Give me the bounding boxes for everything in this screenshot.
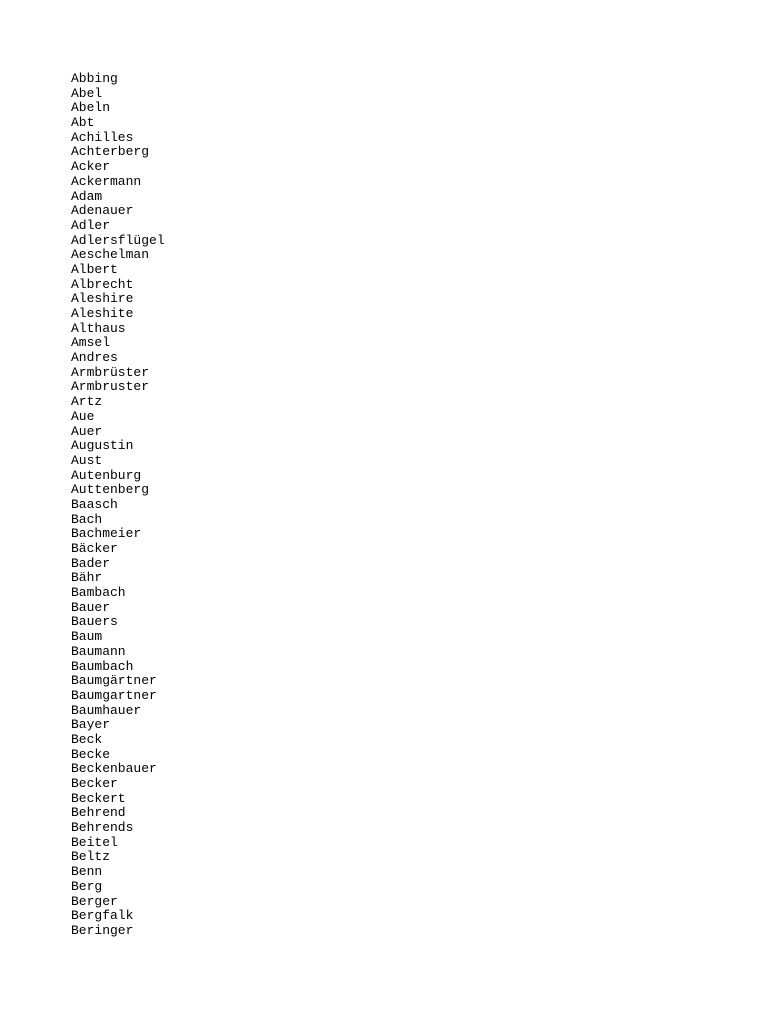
list-item: Beckert [71,790,126,806]
list-item: Adlersflügel [71,232,165,248]
list-item: Aust [71,452,103,468]
list-item: Althaus [71,320,126,336]
list-item: Achilles [71,129,134,145]
list-item: Behrend [71,805,126,821]
list-item: Beck [71,731,103,747]
list-item: Aue [71,408,95,424]
list-item: Abeln [71,100,111,116]
list-item: Autenburg [71,467,142,483]
list-item: Behrends [71,820,134,836]
list-item: Baumgartner [71,687,157,703]
list-item: Amsel [71,335,111,351]
list-item: Ackermann [71,173,142,189]
list-item: Bayer [71,717,111,733]
list-item: Aleshite [71,306,134,321]
list-item: Berger [71,893,118,909]
list-item: Baasch [71,496,118,512]
list-item: Augustin [71,438,134,454]
list-item: Bergfalk [71,908,134,924]
list-item: Baumbach [71,658,134,674]
list-item: Artz [71,394,103,410]
list-item: Baumhauer [71,702,142,718]
list-item: Albert [71,261,118,277]
list-item: Albrecht [71,276,134,292]
list-item: Beltz [71,849,111,865]
list-item: Abbing [71,71,118,86]
list-item: Bach [71,511,103,527]
list-item: Berg [71,878,103,894]
list-item: Adam [71,188,103,204]
list-item: Bauers [71,614,118,630]
list-item: Aeschelman [71,247,150,263]
list-item: Adler [71,217,111,233]
name-list [71,72,165,939]
list-item: Auer [71,423,103,439]
list-item: Aleshire [71,291,134,307]
list-item: Baumgärtner [71,673,157,689]
list-item: Beckenbauer [71,761,157,777]
list-item: Abel [71,85,103,101]
list-item: Achterberg [71,144,150,160]
list-item: Becker [71,776,118,791]
list-item: Armbrüster [71,364,150,380]
list-item: Beitel [71,834,118,850]
list-item: Beringer [71,922,134,938]
list-item: Auttenberg [71,482,150,498]
list-item: Bachmeier [71,526,142,542]
list-item: Armbruster [71,379,150,395]
list-item: Bambach [71,585,126,601]
list-item: Adenauer [71,203,134,219]
list-item: Baumann [71,643,126,659]
list-item: Bäcker [71,541,118,556]
list-item: Bader [71,555,111,571]
list-item: Acker [71,159,111,175]
list-item: Baum [71,629,103,645]
list-item: Abt [71,115,95,131]
list-item: Bauer [71,599,111,615]
list-item: Becke [71,746,111,762]
list-item: Benn [71,864,103,880]
list-item: Bähr [71,570,103,586]
list-item: Andres [71,350,118,366]
